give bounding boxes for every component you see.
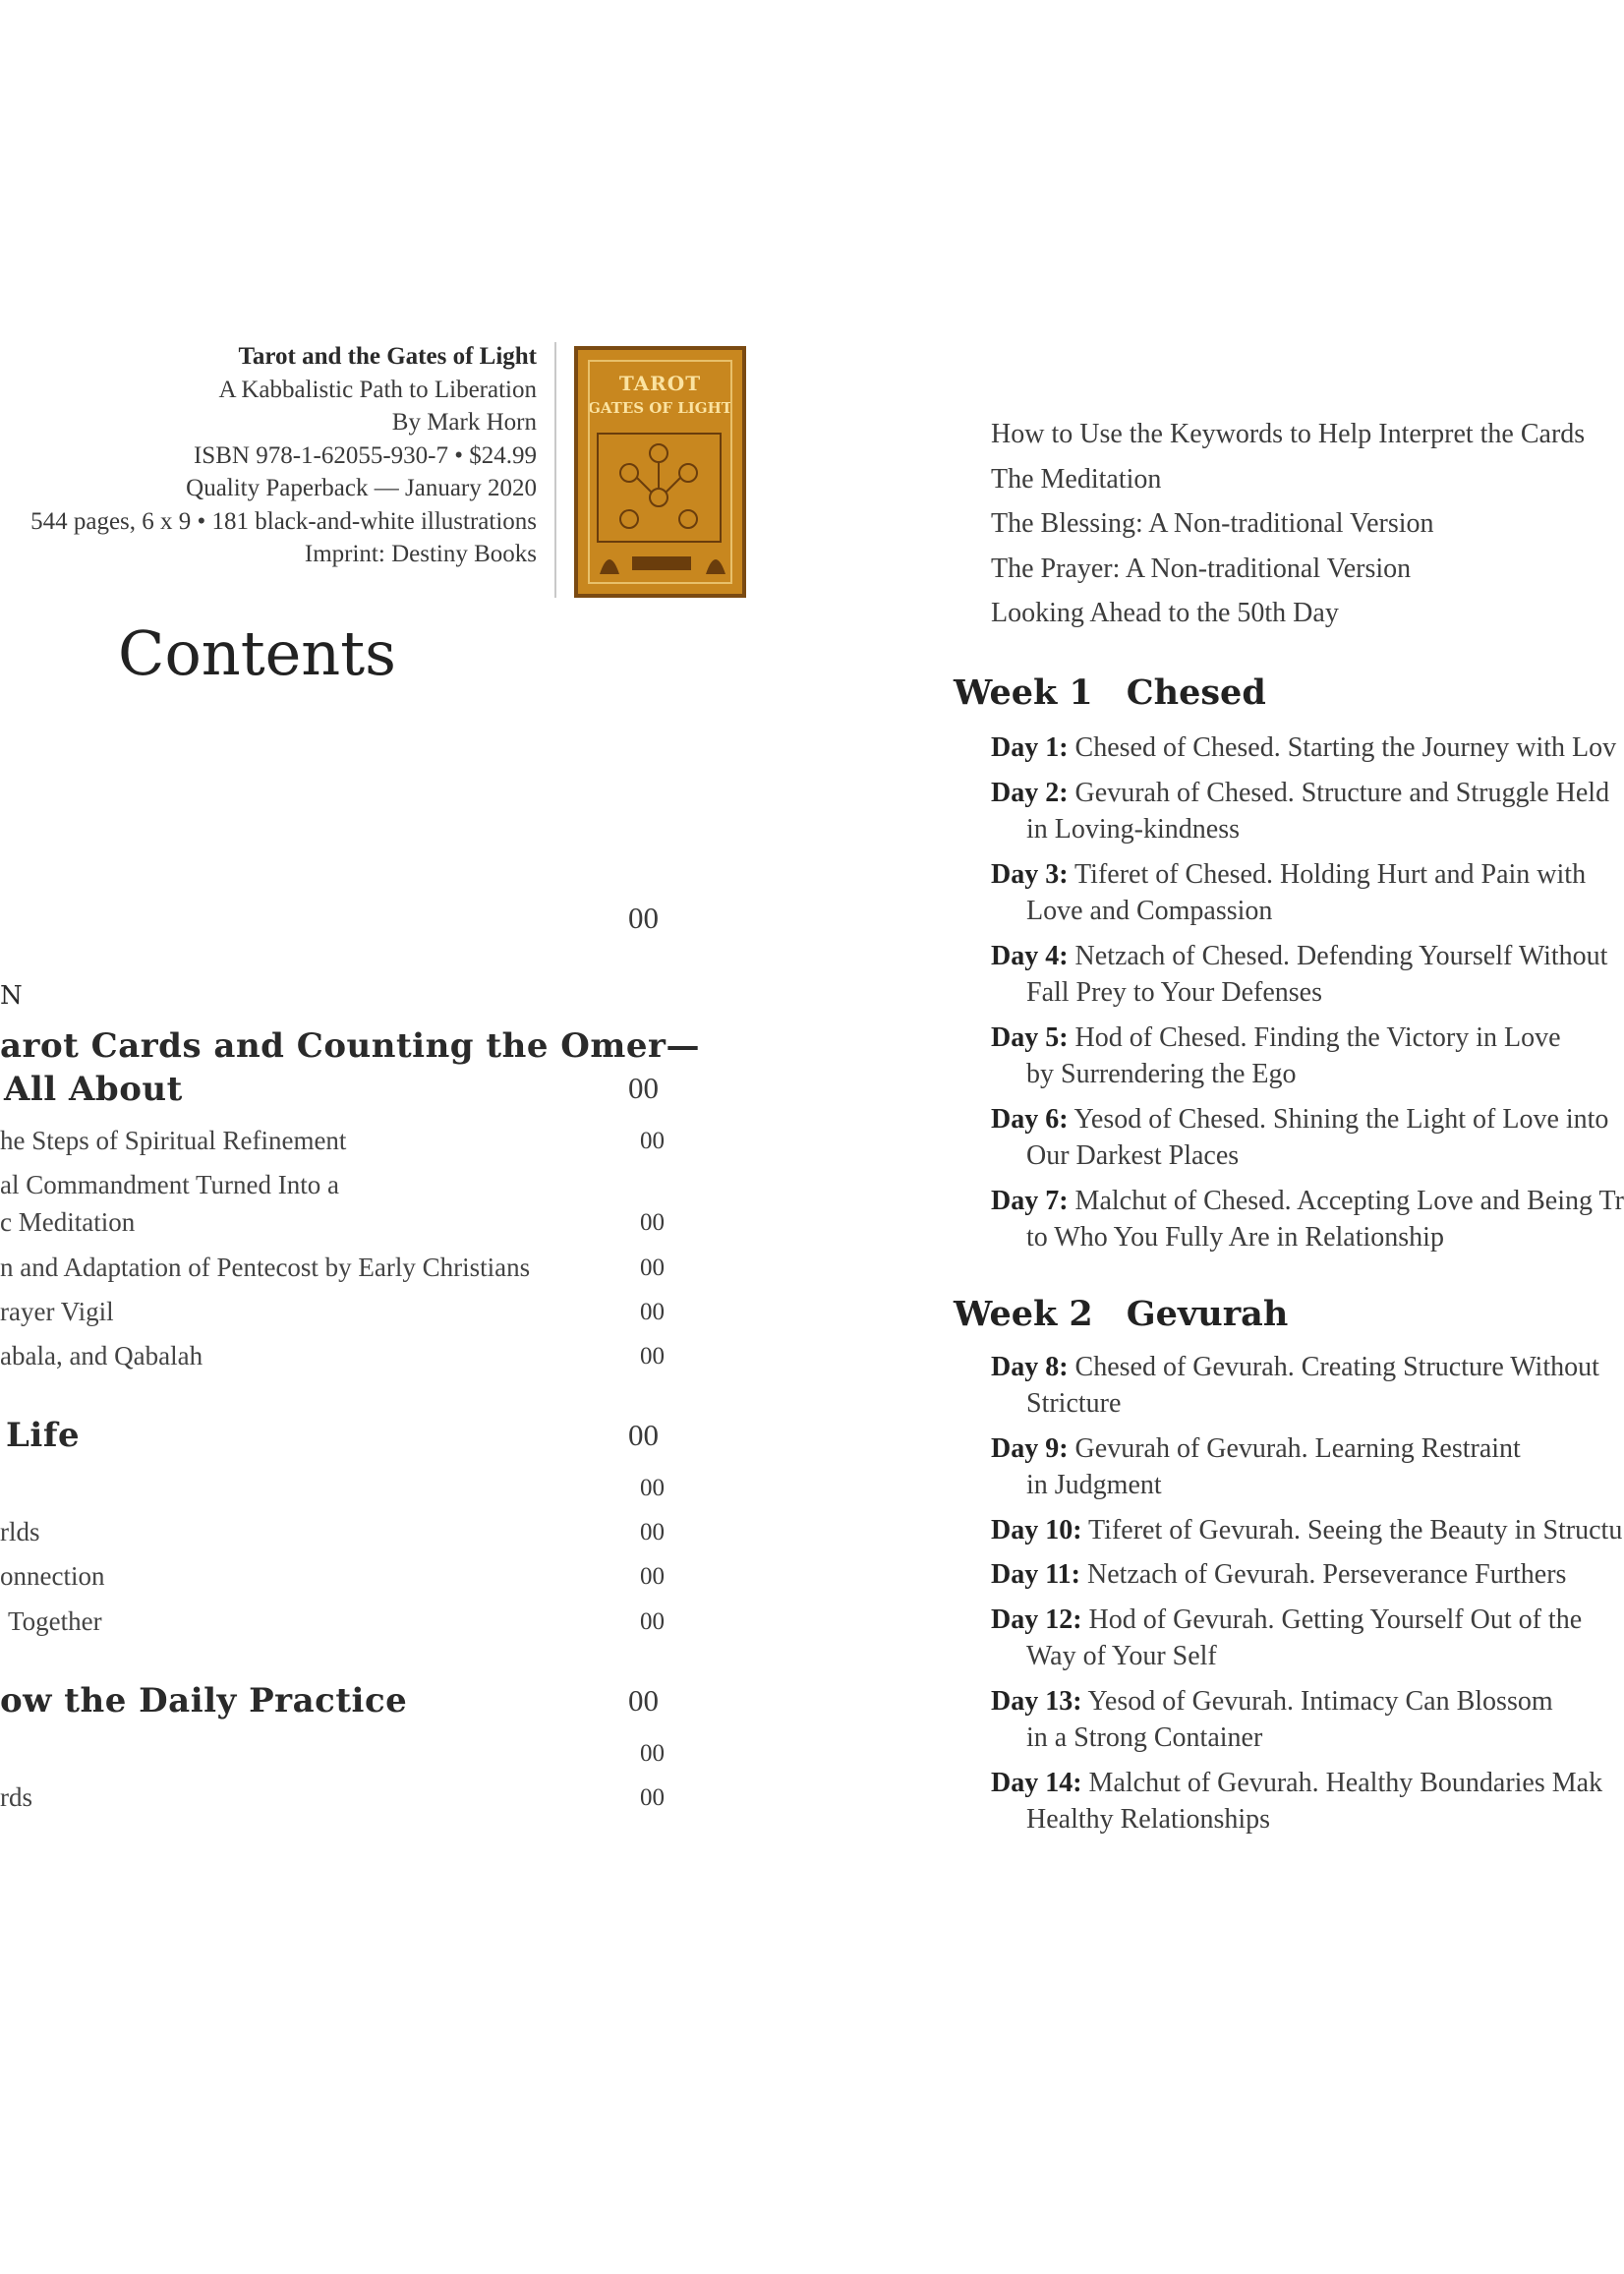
book-imprint: Imprint: Destiny Books (304, 541, 537, 567)
day-entry (991, 1430, 1521, 1503)
toc-item: al Commandment Turned Into a (0, 1170, 339, 1199)
day-label: Day 5: (991, 1022, 1069, 1053)
week-heading (954, 672, 1266, 713)
day-entry (991, 856, 1586, 929)
toc-item: The Blessing: A Non-traditional Version (991, 508, 1434, 539)
toc-item-page: 00 (640, 1254, 665, 1281)
day-text-cont: Love and Compassion (1026, 896, 1273, 926)
chapter-title: ow the Daily Practice (0, 1681, 408, 1720)
contents-heading: Contents (118, 617, 396, 689)
day-text: Tiferet of Chesed. Holding Hurt and Pain with (1074, 859, 1587, 890)
day-entry (991, 1602, 1582, 1674)
day-text-cont: to Who You Fully Are in Relationship (1026, 1222, 1444, 1253)
day-label: Day 3: (991, 859, 1069, 890)
day-text: Hod of Chesed. Finding the Victory in Love (1074, 1022, 1561, 1053)
day-entry (991, 1512, 1622, 1548)
day-text: Tiferet of Gevurah. Seeing the Beauty in Structu (1088, 1515, 1623, 1545)
day-entry (991, 1556, 1566, 1593)
day-label: Day 4: (991, 941, 1069, 971)
toc-item-page: 00 (640, 1209, 665, 1236)
book-author: By Mark Horn (391, 409, 537, 436)
cover-title: TAROT (618, 372, 702, 395)
toc-item: n and Adaptation of Pentecost by Early Christians (0, 1253, 531, 1282)
toc-item: he Steps of Spiritual Refinement (0, 1126, 347, 1155)
toc-item: c Meditation (0, 1207, 136, 1237)
week-label: Week 1 (954, 672, 1093, 713)
day-text-cont: in Loving-kindness (1026, 814, 1240, 845)
chapter-title-cont: All About (4, 1070, 183, 1109)
toc-item-page: 00 (640, 1128, 665, 1154)
day-entry (991, 1349, 1599, 1422)
day-entry (991, 775, 1609, 847)
day-entry (991, 938, 1607, 1011)
day-entry (991, 729, 1616, 766)
toc-item: Together (8, 1606, 102, 1636)
toc-item: Looking Ahead to the 50th Day (991, 598, 1339, 628)
week-heading (954, 1294, 1288, 1334)
day-label: Day 11: (991, 1559, 1080, 1590)
week-label: Week 2 (954, 1294, 1093, 1334)
day-text-cont: Healthy Relationships (1026, 1804, 1271, 1835)
toc-item: rlds (0, 1517, 40, 1546)
day-text-cont: Way of Your Self (1026, 1641, 1217, 1671)
day-label: Day 1: (991, 732, 1069, 763)
day-label: Day 14: (991, 1768, 1082, 1798)
day-text: Chesed of Gevurah. Creating Structure Without (1074, 1352, 1599, 1382)
toc-item: abala, and Qabalah (0, 1341, 203, 1370)
day-text: Hod of Gevurah. Getting Yourself Out of the (1088, 1604, 1583, 1635)
day-text: Gevurah of Gevurah. Learning Restraint (1074, 1433, 1521, 1464)
day-label: Day 9: (991, 1433, 1069, 1464)
week-name: Chesed (1126, 672, 1266, 713)
day-text: Netzach of Chesed. Defending Yourself Without (1074, 941, 1608, 971)
toc-item: rds (0, 1782, 32, 1812)
day-label: Day 10: (991, 1515, 1082, 1545)
day-text: Chesed of Chesed. Starting the Journey with Lov (1074, 732, 1617, 763)
day-entry (991, 1683, 1553, 1756)
day-entry (991, 1020, 1561, 1092)
day-label: Day 13: (991, 1686, 1082, 1717)
book-cover-image (574, 346, 746, 598)
cover-subtitle: GATES OF LIGHT (588, 399, 732, 417)
toc-item-page: 00 (640, 1740, 665, 1767)
toc-page-number: 00 (628, 901, 659, 935)
book-info (30, 340, 537, 571)
day-text-cont: by Surrendering the Ego (1026, 1059, 1297, 1089)
day-label: Day 8: (991, 1352, 1069, 1382)
toc-item-page: 00 (640, 1784, 665, 1811)
toc-item: The Prayer: A Non-traditional Version (991, 554, 1412, 584)
book-specs: 544 pages, 6 x 9 • 181 black-and-white illustrations (30, 507, 537, 535)
toc-item-page: 00 (640, 1563, 665, 1590)
book-isbn: ISBN 978-1-62055-930-7 • $24.99 (193, 441, 537, 469)
day-text-cont: in a Strong Container (1026, 1722, 1263, 1753)
day-label: Day 12: (991, 1604, 1082, 1635)
day-text-cont: Our Darkest Places (1026, 1140, 1240, 1171)
day-text: Yesod of Chesed. Shining the Light of Love into (1073, 1104, 1609, 1135)
week-name: Gevurah (1126, 1294, 1289, 1334)
day-text-cont: Fall Prey to Your Defenses (1026, 977, 1322, 1008)
toc-item: How to Use the Keywords to Help Interpret the Cards (991, 419, 1586, 449)
day-entry (991, 1183, 1624, 1255)
day-label: Day 6: (991, 1104, 1069, 1135)
toc-item: rayer Vigil (0, 1297, 114, 1326)
book-format: Quality Paperback — January 2020 (186, 475, 537, 501)
day-entry (991, 1765, 1602, 1837)
chapter-page: 00 (628, 1683, 659, 1718)
chapter-page: 00 (628, 1418, 659, 1452)
header-divider (554, 342, 556, 598)
toc-item-page: 00 (640, 1299, 665, 1325)
part-label: N (0, 981, 23, 1011)
toc-item: The Meditation (991, 464, 1162, 495)
day-text: Netzach of Gevurah. Perseverance Furthers (1087, 1559, 1567, 1590)
day-text: Malchut of Gevurah. Healthy Boundaries Mak (1088, 1768, 1603, 1798)
day-text-cont: Stricture (1026, 1388, 1122, 1419)
day-text: Gevurah of Chesed. Structure and Struggle Held (1074, 778, 1610, 808)
cover-border (588, 360, 732, 584)
day-label: Day 7: (991, 1186, 1069, 1216)
day-text: Malchut of Chesed. Accepting Love and Being Tr (1074, 1186, 1624, 1216)
chapter-page: 00 (628, 1071, 659, 1105)
day-text: Yesod of Gevurah. Intimacy Can Blossom (1087, 1686, 1553, 1717)
day-entry (991, 1101, 1608, 1174)
book-subtitle: A Kabbalistic Path to Liberation (218, 376, 537, 403)
toc-item-page: 00 (640, 1475, 665, 1501)
day-label: Day 2: (991, 778, 1069, 808)
toc-item: onnection (0, 1561, 105, 1591)
day-text-cont: in Judgment (1026, 1470, 1162, 1500)
toc-item-page: 00 (640, 1343, 665, 1370)
toc-item-page: 00 (640, 1519, 665, 1545)
chapter-title: Life (6, 1416, 81, 1455)
toc-item-page: 00 (640, 1608, 665, 1635)
book-title: Tarot and the Gates of Light (238, 343, 537, 370)
chapter-title: arot Cards and Counting the Omer— (0, 1026, 700, 1066)
